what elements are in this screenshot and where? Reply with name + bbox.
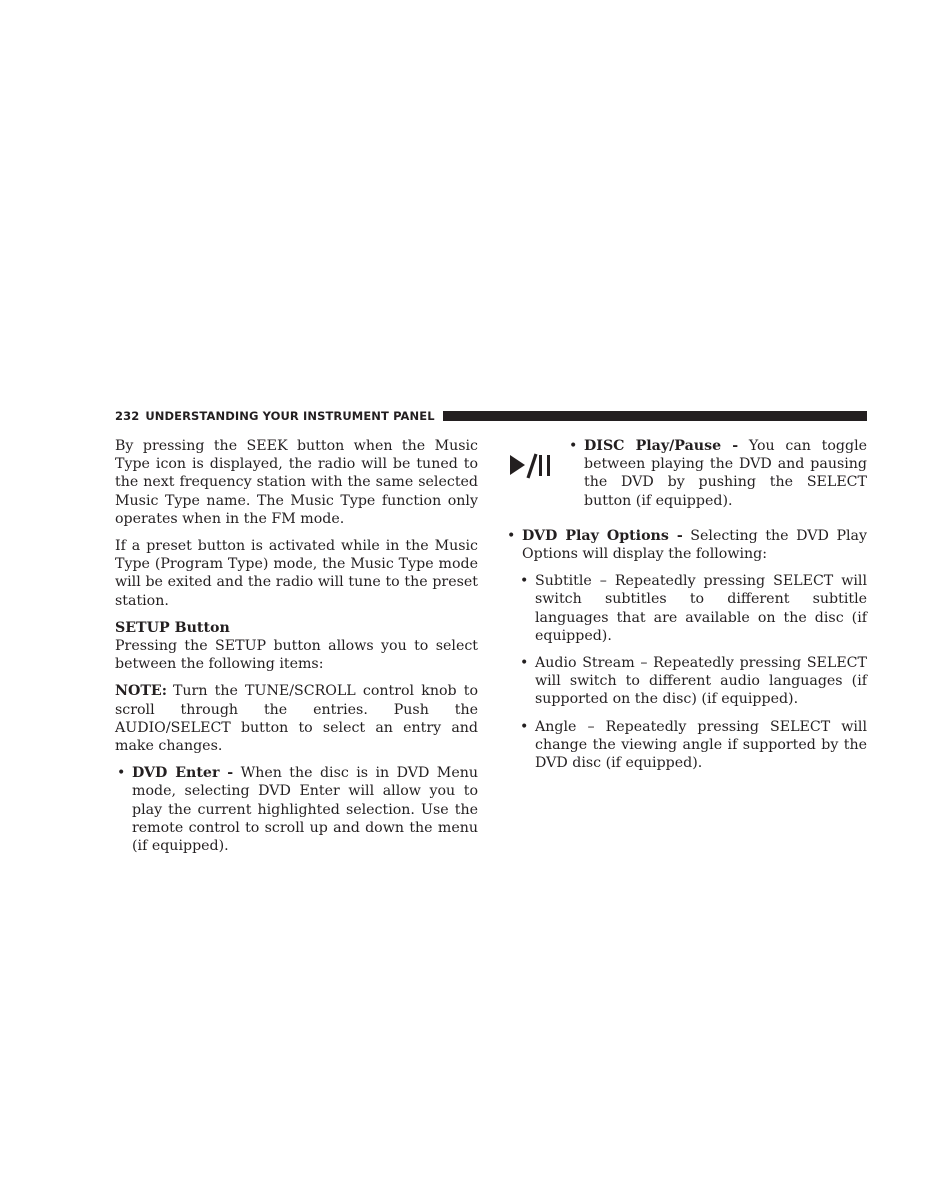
disc-text: You can toggle between playing the DVD and pausing the DVD by pushing the SELECT button (if equipped). — [584, 438, 867, 509]
dvd-play-options-term: DVD Play Options - — [522, 527, 683, 544]
dvd-enter-text: When the disc is in DVD Menu mode, selecting DVD Enter will allow you to play the current highlighted selection. Use the remote control to scroll up and down the menu (if equipped). — [132, 765, 478, 855]
left-column — [115, 437, 478, 855]
note-label: NOTE: — [115, 683, 167, 700]
header-rule — [443, 411, 867, 421]
dvd-play-options-item — [505, 527, 867, 563]
bullet-dot: • — [520, 655, 529, 672]
list-item — [519, 572, 867, 645]
bullet-dot: • — [507, 527, 516, 544]
preset-paragraph: If a preset button is activated while in the Music Type (Program Type) mode, the Music Type mode will be exited and the radio will tune to the preset station. — [115, 538, 478, 609]
list-item — [519, 718, 867, 773]
seek-paragraph: By pressing the SEEK button when the Music Type icon is displayed, the radio will be tuned to the next frequency station with the same selected Music Type name. The Music Type function only operates when in the FM mode. — [115, 438, 478, 527]
page-number: 232 — [115, 409, 140, 423]
page-header — [115, 408, 867, 424]
section-title: UNDERSTANDING YOUR INSTRUMENT PANEL — [145, 409, 435, 423]
angle-text: Angle – Repeatedly pressing SELECT will change the viewing angle if supported by the DVD disc (if equipped). — [535, 718, 867, 772]
dvd-enter-term: DVD Enter - — [132, 765, 234, 782]
bullet-dot: • — [569, 438, 578, 454]
setup-heading: SETUP Button — [115, 619, 230, 636]
setup-paragraph: Pressing the SETUP button allows you to select between the following items: — [115, 638, 478, 673]
dvd-enter-item — [115, 764, 478, 855]
disc-play-pause-text — [565, 437, 867, 510]
play-pause-icon — [505, 437, 565, 492]
note-text: Turn the TUNE/SCROLL control knob to scroll through the entries. Push the AUDIO/SELECT button to select an entry and make changes. — [115, 683, 478, 755]
subtitle-text: Subtitle – Repeatedly pressing SELECT will switch subtitles to different subtitle languages that are available on the disc (if equipped). — [535, 573, 867, 644]
bullet-dot: • — [520, 573, 529, 590]
disc-play-pause-item — [505, 437, 867, 510]
bullet-dot: • — [520, 718, 529, 735]
play-options-list — [505, 572, 867, 772]
note-paragraph — [115, 682, 478, 755]
disc-term: DISC Play/Pause - — [584, 438, 739, 454]
bullet-dot: • — [117, 765, 126, 782]
dvd-play-options-text: Selecting the DVD Play Options will display the following: — [522, 527, 867, 563]
audio-stream-text: Audio Stream – Repeatedly pressing SELECT will switch to different audio languages (if supported on the disc) (if equipped). — [535, 655, 867, 708]
right-column — [505, 437, 867, 781]
list-item — [519, 654, 867, 709]
